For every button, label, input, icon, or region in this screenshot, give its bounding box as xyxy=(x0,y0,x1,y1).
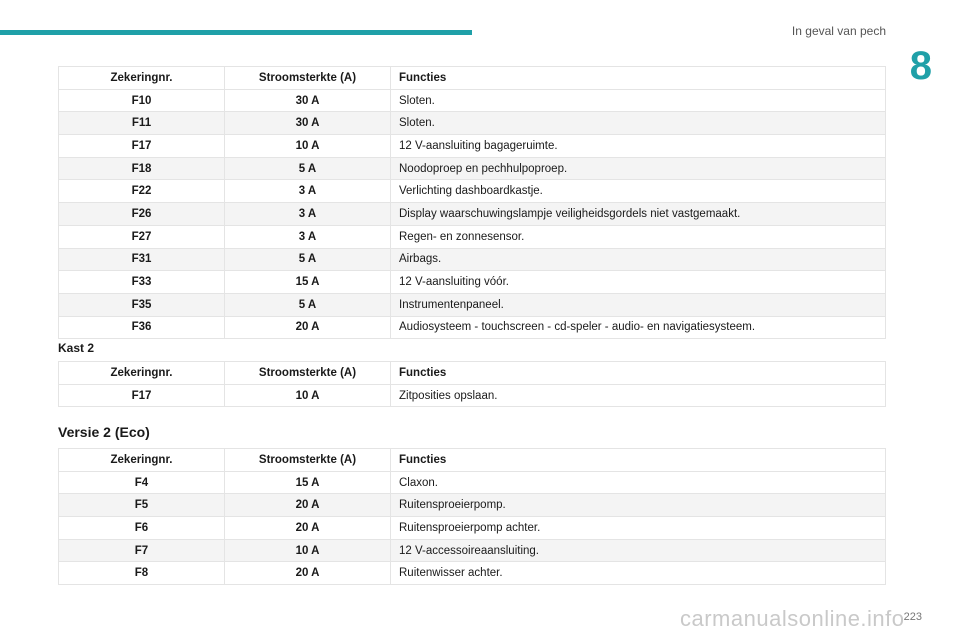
fuse-number-cell: F5 xyxy=(59,494,225,517)
header-fuse-number: Zekeringnr. xyxy=(59,449,225,472)
table-row xyxy=(59,384,886,407)
fuse-number-cell: F36 xyxy=(59,316,225,339)
fuse-table-3 xyxy=(58,448,886,585)
table-row xyxy=(59,180,886,203)
current-cell: 30 A xyxy=(225,112,391,135)
section-heading: Versie 2 (Eco) xyxy=(58,424,150,440)
fuse-number-cell: F6 xyxy=(59,517,225,540)
current-cell: 20 A xyxy=(225,562,391,585)
table-row xyxy=(59,271,886,294)
fuse-table-2 xyxy=(58,361,886,407)
current-cell: 10 A xyxy=(225,384,391,407)
table-row xyxy=(59,517,886,540)
table-row xyxy=(59,157,886,180)
table-header-row xyxy=(59,362,886,385)
table-header-row xyxy=(59,67,886,90)
fuse-number-cell: F33 xyxy=(59,271,225,294)
function-cell: Audiosysteem - touchscreen - cd-speler - audio- en navigatiesysteem. xyxy=(391,316,886,339)
current-cell: 3 A xyxy=(225,203,391,226)
function-cell: 12 V-aansluiting bagageruimte. xyxy=(391,135,886,158)
fuse-number-cell: F4 xyxy=(59,471,225,494)
table-row xyxy=(59,135,886,158)
function-cell: Instrumentenpaneel. xyxy=(391,293,886,316)
function-cell: Ruitensproeierpomp. xyxy=(391,494,886,517)
current-cell: 3 A xyxy=(225,225,391,248)
current-cell: 5 A xyxy=(225,293,391,316)
current-cell: 10 A xyxy=(225,135,391,158)
header-current: Stroomsterkte (A) xyxy=(225,449,391,472)
current-cell: 20 A xyxy=(225,517,391,540)
function-cell: Verlichting dashboardkastje. xyxy=(391,180,886,203)
function-cell: Sloten. xyxy=(391,89,886,112)
table-row xyxy=(59,539,886,562)
function-cell: 12 V-accessoireaansluiting. xyxy=(391,539,886,562)
function-cell: Noodoproep en pechhulpoproep. xyxy=(391,157,886,180)
function-cell: Ruitensproeierpomp achter. xyxy=(391,517,886,540)
header-current: Stroomsterkte (A) xyxy=(225,362,391,385)
function-cell: Zitposities opslaan. xyxy=(391,384,886,407)
fuse-number-cell: F22 xyxy=(59,180,225,203)
header-fuse-number: Zekeringnr. xyxy=(59,67,225,90)
watermark: carmanualsonline.info xyxy=(680,606,905,631)
table-row xyxy=(59,316,886,339)
fuse-number-cell: F27 xyxy=(59,225,225,248)
function-cell: Ruitenwisser achter. xyxy=(391,562,886,585)
current-cell: 20 A xyxy=(225,316,391,339)
table-row xyxy=(59,293,886,316)
table-row xyxy=(59,471,886,494)
fuse-number-cell: F35 xyxy=(59,293,225,316)
table-row xyxy=(59,248,886,271)
chapter-number: 8 xyxy=(909,44,932,88)
kast-2-label: Kast 2 xyxy=(58,341,95,355)
fuse-number-cell: F11 xyxy=(59,112,225,135)
page-number: 223 xyxy=(903,611,922,623)
function-cell: Regen- en zonnesensor. xyxy=(391,225,886,248)
function-cell: Claxon. xyxy=(391,471,886,494)
current-cell: 15 A xyxy=(225,471,391,494)
current-cell: 3 A xyxy=(225,180,391,203)
function-cell: Display waarschuwingslampje veiligheidsgordels niet vastgemaakt. xyxy=(391,203,886,226)
fuse-number-cell: F18 xyxy=(59,157,225,180)
fuse-number-cell: F31 xyxy=(59,248,225,271)
fuse-number-cell: F10 xyxy=(59,89,225,112)
header-fuse-number: Zekeringnr. xyxy=(59,362,225,385)
table-header-row xyxy=(59,449,886,472)
fuse-number-cell: F17 xyxy=(59,384,225,407)
header-functions: Functies xyxy=(391,449,886,472)
fuse-number-cell: F8 xyxy=(59,562,225,585)
function-cell: Sloten. xyxy=(391,112,886,135)
current-cell: 20 A xyxy=(225,494,391,517)
header-functions: Functies xyxy=(391,362,886,385)
function-cell: Airbags. xyxy=(391,248,886,271)
current-cell: 5 A xyxy=(225,157,391,180)
current-cell: 10 A xyxy=(225,539,391,562)
header-current: Stroomsterkte (A) xyxy=(225,67,391,90)
current-cell: 15 A xyxy=(225,271,391,294)
table-row xyxy=(59,494,886,517)
table-row xyxy=(59,562,886,585)
current-cell: 30 A xyxy=(225,89,391,112)
fuse-number-cell: F17 xyxy=(59,135,225,158)
header-accent-bar xyxy=(0,30,472,35)
fuse-number-cell: F7 xyxy=(59,539,225,562)
table-row xyxy=(59,203,886,226)
fuse-number-cell: F26 xyxy=(59,203,225,226)
chapter-title: In geval van pech xyxy=(791,24,886,38)
current-cell: 5 A xyxy=(225,248,391,271)
table-row xyxy=(59,112,886,135)
table-row xyxy=(59,89,886,112)
table-row xyxy=(59,225,886,248)
function-cell: 12 V-aansluiting vóór. xyxy=(391,271,886,294)
fuse-table-1 xyxy=(58,66,886,339)
header-functions: Functies xyxy=(391,67,886,90)
